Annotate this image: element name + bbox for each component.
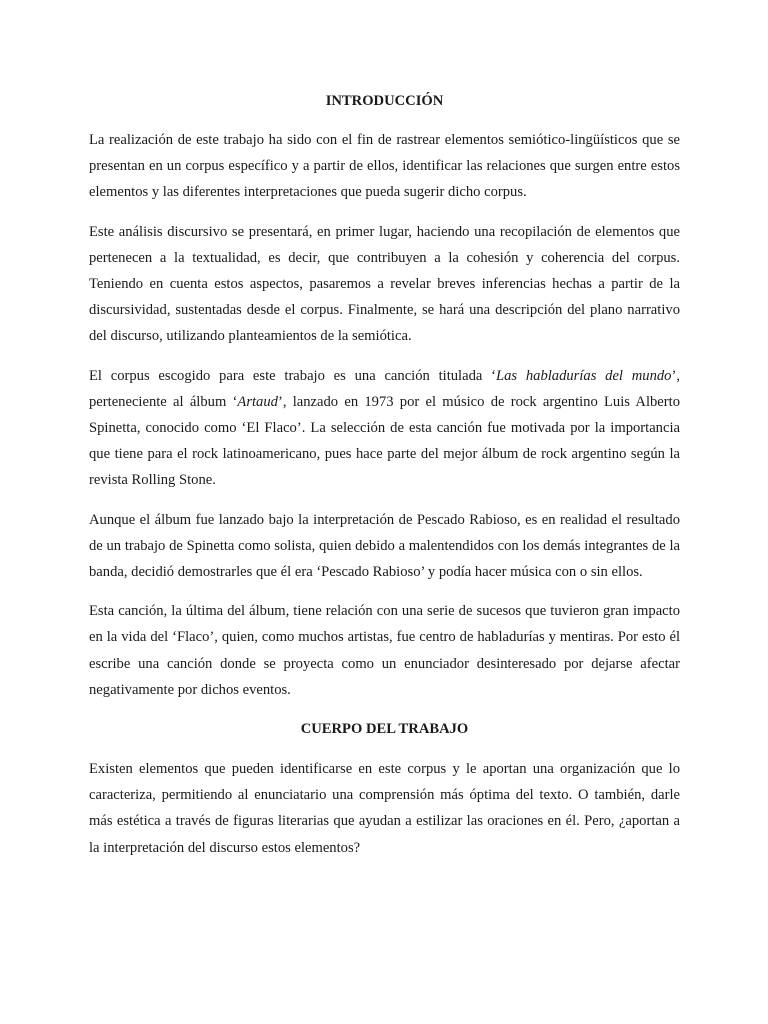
section-heading-body: CUERPO DEL TRABAJO <box>300 721 469 738</box>
song-title: Las habladurías del mundo <box>495 367 672 384</box>
album-title: Artaud <box>237 393 278 410</box>
paragraph-2: Este análisis discursivo se presentará, en primer lugar, haciendo una recopilación de elementos que pertenecen a la textualidad, es decir, que contribuyen a la cohesión y coherencia del corpus. Teniendo en cuenta estos aspectos, pasaremos a revelar breves inferencias hechas a partir de la discursividad, sustentadas desde el corpus. Finalmente, se hará una descripción del plano narrativo del discurso, utilizando planteamientos de la semiótica. <box>89 223 680 345</box>
paragraph-3-text-1: El corpus escogido para este trabajo es una canción titulada ‘ <box>89 367 496 384</box>
paragraph-3-text-2: ’, perteneciente al álbum ‘ <box>89 367 680 410</box>
paragraph-1: La realización de este trabajo ha sido con el fin de rastrear elementos semiótico-lingüísticos que se presentan en un corpus específico y a partir de ellos, identificar las relaciones que surgen entre estos elementos y las diferentes interpretaciones que pueda sugerir dicho corpus. <box>89 132 680 201</box>
paragraph-5: Esta canción, la última del álbum, tiene relación con una serie de sucesos que tuvieron gran impacto en la vida del ‘Flaco’, quien, como muchos artistas, fue centro de habladurías y mentiras. Por esto él escribe una canción donde se proyecta como un enunciador desinteresado por dejarse afectar negativamente por dichos eventos. <box>89 603 680 698</box>
paragraph-4: Aunque el álbum fue lanzado bajo la interpretación de Pescado Rabioso, es en realidad el resultado de un trabajo de Spinetta como solista, quien debido a malentendidos con los demás integrantes de la banda, decidió demostrarles que él era ‘Pescado Rabioso’ y podía hacer música con o sin ellos. <box>89 511 680 581</box>
paragraph-3 <box>89 363 680 494</box>
paragraph-3-text-3: ’, lanzado en 1973 por el músico de rock argentino Luis Alberto Spinetta, conocido como ‘El Flaco’. La selección de esta canción fue motivada por la importancia que tiene para el rock latinoamericano, pues hace parte del mejor álbum de rock argentino según la revista Rolling Stone. <box>89 393 680 489</box>
paragraph-6: Existen elementos que pueden identificarse en este corpus y le aportan una organización que lo caracteriza, permitiendo al enunciatario una comprensión más óptima del texto. O también, darle más estética a través de figuras literarias que ayudan a estilizar las oraciones en él. Pero, ¿aportan a la interpretación del discurso estos elementos? <box>89 761 680 856</box>
section-heading-introduction: INTRODUCCIÓN <box>325 93 444 109</box>
